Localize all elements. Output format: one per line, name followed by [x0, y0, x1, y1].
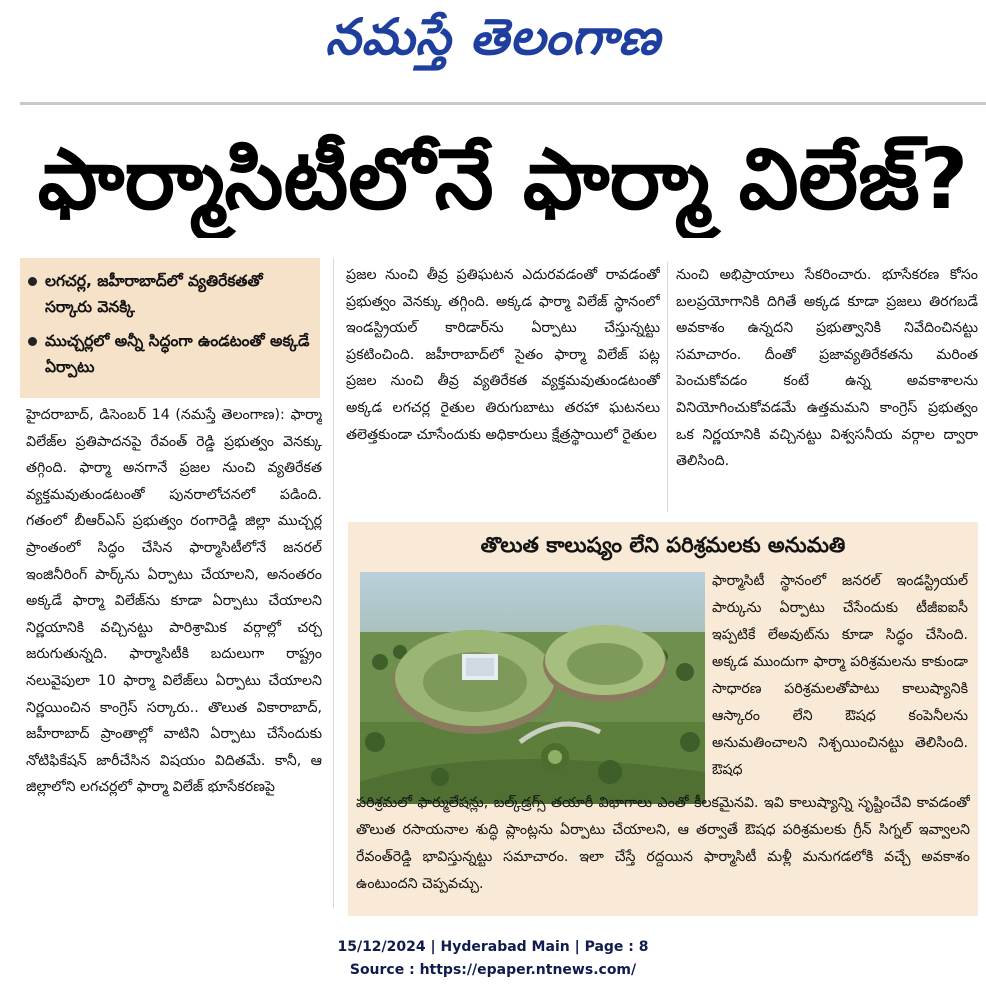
headline: ఫార్మాసిటీలోనే ఫార్మా విలేజ్?	[37, 130, 969, 228]
highlight-text: ముచ్చర్లలో అన్నీ సిద్ధంగా ఉండటంతో అక్కడే ఏర్పాటు	[45, 332, 310, 376]
highlight-text: లగచర్ల, జహీరాబాద్‌లో వ్యతిరేకతతో సర్కారు వెనక్కి	[45, 272, 263, 316]
column-divider	[667, 262, 668, 512]
article-text: హైదరాబాద్, డిసెంబర్ 14 (నమస్తే తెలంగాణ): ఫార్మా విలేజ్‌ల ప్రతిపాదనపై రేవంత్ రెడ్డి ప్రభుత్వం వెనక్కు తగ్గింది. ఫార్మా అనగానే ప్రజల నుంచి వ్యతిరేకత వ్యక్తమవుతుండటంతో పునరాలోచనలో పడింది. గతంలో బీఆర్‌ఎస్ ప్రభుత్వం రంగారెడ్డి జిల్లా ముచ్చర్ల ప్రాంతంలో సిద్ధం చేసిన ఫార్మాసిటీలోనే జనరల్ ఇంజినీరింగ్ పార్క్‌ను ఏర్పాటు చేయాలని, అనంతరం అక్కడే ఫార్మా విలేజ్‌ను కూడా ఏర్పాటు చేయాలని నిర్ణయానికి వచ్చినట్టు పారిశ్రామిక వర్గాల్లో చర్చ జరుగుతున్నది. ఫార్మాసిటీకి బదులుగా రాష్ట్రం నలువైపులా 10 ఫార్మా విలేజ్‌లు ఏర్పాటు చేయాలని నిర్ణయించిన కాంగ్రెస్ సర్కారు.. తొలుత వికారాబాద్, జహీరాబాద్ ప్రాంతాల్లో వాటిని ఏర్పాటు చేసేందుకు నోటిఫికేషన్ జారీచేసిన విషయం విదితమే. కానీ, ఆ జిల్లాలోని లగచర్లలో ఫార్మా విలేజ్ భూసేకరణపై	[26, 407, 322, 796]
aerial-render-image	[360, 572, 705, 804]
sidebar-box	[348, 522, 978, 916]
highlight-item	[28, 268, 312, 320]
page-footer	[0, 936, 986, 982]
box-bottom-text: పరిశ్రమలో ఫార్ములేషన్లు, బల్క్‌డ్రగ్స్ తయారీ విభాగాలు ఎంతో కీలకమైనవి. ఇవి కాలుష్యాన్ని సృష్టించేవి కావడంతో తొలుత రసాయనాల శుద్ధి ప్లాంట్లను ఏర్పాటు చేయాలని, ఆ తర్వాతే ఔషధ పరిశ్రమలకు గ్రీన్ సిగ్నల్ ఇవ్వాలని రేవంత్‌రెడ్డి భావిస్తున్నట్టు సమాచారం. ఇలా చేస్తే రద్దయిన ఫార్మాసిటీ మళ్లీ మనుగడలోకి వచ్చే అవకాశం ఉంటుందని చెప్పవచ్చు.	[356, 795, 970, 892]
box-subheading: తొలుత కాలుష్యం లేని పరిశ్రమలకు అనుమతి	[480, 533, 846, 557]
highlight-item	[28, 328, 312, 380]
column-divider	[333, 258, 334, 908]
article-column-3	[676, 262, 978, 512]
article-column-2	[346, 262, 660, 512]
article-text: ప్రజల నుంచి తీవ్ర ప్రతిఘటన ఎదురవడంతో రావడంతో ప్రభుత్వం వెనక్కు తగ్గింది. అక్కడ ఫార్మా విలేజ్ స్థానంలో ఇండస్ట్రియల్ కారిడార్‌ను ఏర్పాటు చేస్తున్నట్టు ప్రకటించింది. జహీరాబాద్‌లో సైతం ఫార్మా విలేజ్ పట్ల ప్రజల నుంచి తీవ్ర వ్యతిరేకత వ్యక్తమవుతుండటంతో అక్కడ లగచర్ల రైతుల తిరుగుబాటు తరహా ఘటనలు తలెత్తకుండా చూసేందుకు అధికారులు క్షేత్రస్థాయిలో రైతుల	[346, 267, 660, 443]
masthead-divider	[20, 102, 986, 105]
article-column-1	[26, 402, 322, 908]
industrial-park-photo	[360, 572, 705, 804]
box-side-text: ఫార్మాసిటీ స్థానంలో జనరల్ ఇండస్ట్రియల్ పార్కును ఏర్పాటు చేసేందుకు టీజీఐఐసీ ఇప్పటికే లేఅవుట్‌ను కూడా సిద్ధం చేసింది. అక్కడ ముందుగా ఫార్మా పరిశ్రమలను కాకుండా సాధారణ పరిశ్రమలతోపాటు కాలుష్యానికి ఆస్కారం లేని ఔషధ కంపెనీలను అనుమతించాలని నిశ్చయించినట్టు తెలిసింది. ఔషధ	[712, 573, 968, 778]
newspaper-logo: నమస్తే తెలంగాణ	[325, 8, 661, 66]
bullet-icon	[28, 337, 37, 346]
highlights-box	[20, 258, 320, 398]
masthead	[0, 0, 986, 92]
edition-info: 15/12/2024 | Hyderabad Main | Page : 8	[337, 939, 649, 955]
source-link[interactable]: Source : https://epaper.ntnews.com/	[349, 962, 637, 978]
bullet-icon	[28, 277, 37, 286]
article-text: నుంచి అభిప్రాయాలు సేకరించారు. భూసేకరణ కోసం బలప్రయోగానికి దిగితే అక్కడ కూడా ప్రజలు తిరగబడే అవకాశం ఉన్నదని ప్రభుత్వానికి నివేదించినట్టు సమాచారం. దీంతో ప్రజావ్యతిరేకతను మరింత పెంచుకోవడం కంటే ఉన్న అవకాశాలను వినియోగించుకోవడమే ఉత్తమమని కాంగ్రెస్ ప్రభుత్వం ఒక నిర్ణయానికి వచ్చినట్టు విశ్వసనీయ వర్గాల ద్వారా తెలిసింది.	[676, 267, 978, 470]
